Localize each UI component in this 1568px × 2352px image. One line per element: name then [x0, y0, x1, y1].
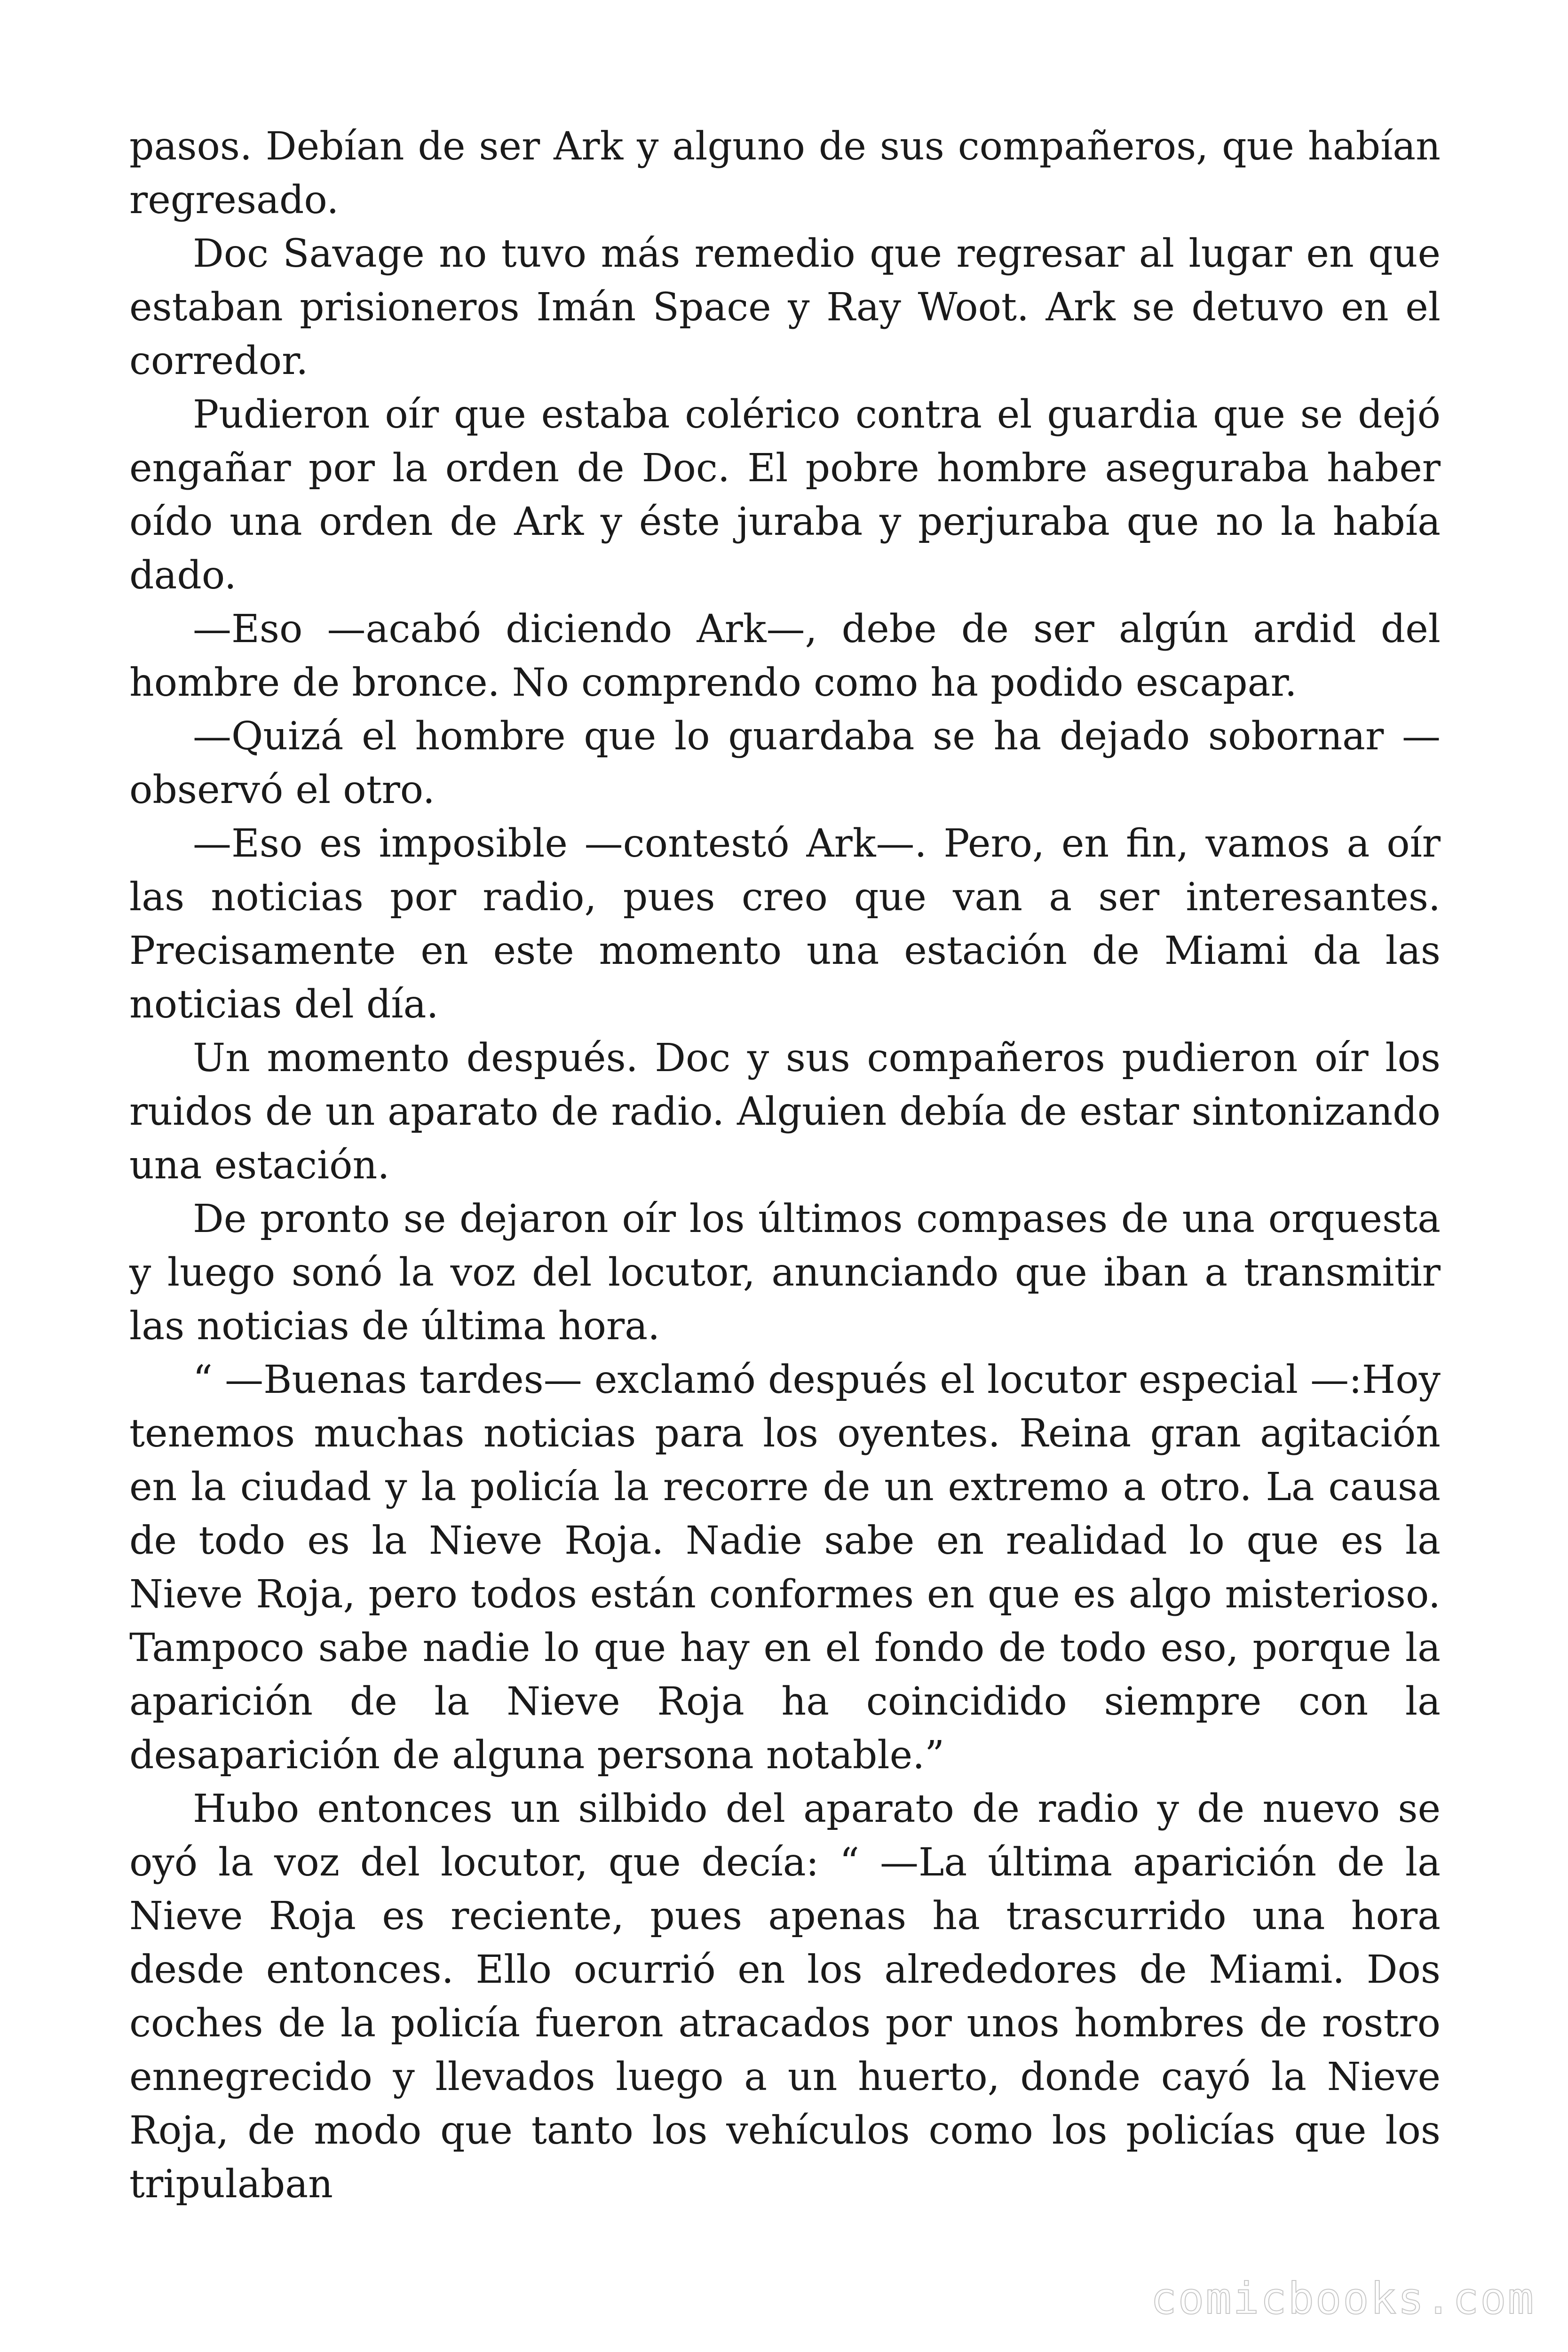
page-body [129, 120, 1441, 2211]
paragraph-10: Hubo entonces un silbido del aparato de radio y de nuevo se oyó la voz del locutor, que decía: “ —La última aparición de la Nieve Roja es reciente, pues apenas ha trascurrido una hora desde entonces. Ello ocurrió en los alrededores de Miami. Dos coches de la policía fueron atracados por unos hombres de rostro ennegrecido y llevados luego a un huerto, donde cayó la Nieve Roja, de modo que tanto los vehículos como los policías que los tripulaban [129, 1787, 1441, 2207]
paragraph-4: —Eso —acabó diciendo Ark—, debe de ser algún ardid del hombre de bronce. No comprendo como ha podido escapar. [129, 607, 1441, 705]
paragraph-5: —Quizá el hombre que lo guardaba se ha dejado sobornar —observó el otro. [129, 714, 1441, 812]
paragraph-9: “ —Buenas tardes— exclamó después el locutor especial —:Hoy tenemos muchas noticias para los oyentes. Reina gran agitación en la ciudad y la policía la recorre de un extremo a otro. La causa de todo es la Nieve Roja. Nadie sabe en realidad lo que es la Nieve Roja, pero todos están conformes en que es algo misterioso. Tampoco sabe nadie lo que hay en el fondo de todo eso, porque la aparición de la Nieve Roja ha coincidido siempre con la desaparición de alguna persona notable.” [129, 1358, 1441, 1778]
paragraph-6: —Eso es imposible —contestó Ark—. Pero, en fin, vamos a oír las noticias por radio, pues creo que van a ser interesantes. Precisamente en este momento una estación de Miami da las noticias del día. [129, 821, 1441, 1027]
paragraph-3: Pudieron oír que estaba colérico contra el guardia que se dejó engañar por la orden de Doc. El pobre hombre aseguraba haber oído una orden de Ark y éste juraba y perjuraba que no la había dado. [129, 392, 1441, 598]
paragraph-2: Doc Savage no tuvo más remedio que regresar al lugar en que estaban prisioneros Imán Space y Ray Woot. Ark se detuvo en el corredor. [129, 231, 1441, 383]
paragraph-1: pasos. Debían de ser Ark y alguno de sus compañeros, que habían regresado. [129, 124, 1441, 222]
paragraph-8: De pronto se dejaron oír los últimos compases de una orquesta y luego sonó la voz del locutor, anunciando que iban a transmitir las noticias de última hora. [129, 1197, 1441, 1349]
paragraph-7: Un momento después. Doc y sus compañeros pudieron oír los ruidos de un aparato de radio. Alguien debía de estar sintonizando una estación. [129, 1036, 1441, 1188]
watermark-logo: comicbooks.com [1150, 2273, 1535, 2324]
